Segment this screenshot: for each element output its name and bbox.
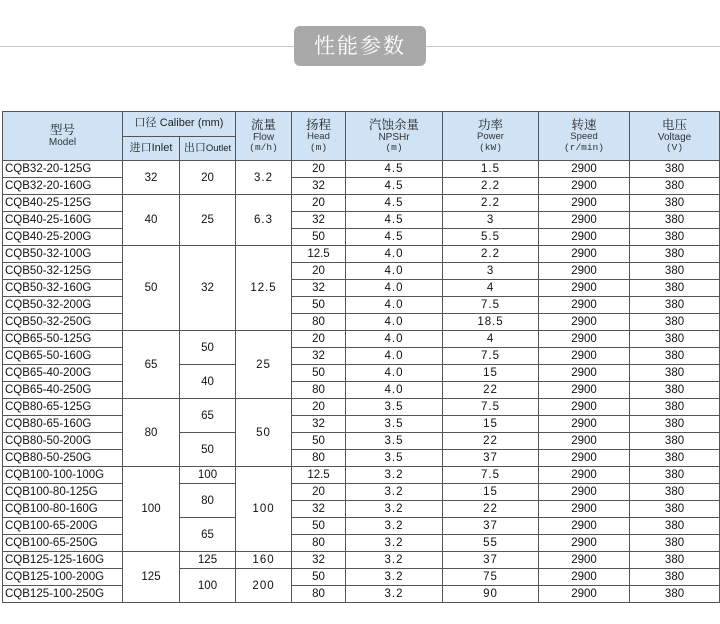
table-row [3,569,720,586]
cell-head: 50 [292,518,346,535]
cell-head: 20 [292,161,346,178]
cell-speed: 2900 [539,331,630,348]
cell-npsh: 4.5 [346,229,443,246]
cell-npsh: 3.2 [346,569,443,586]
cell-power: 1.5 [443,161,539,178]
cell-flow: 100 [236,467,292,552]
cell-voltage: 380 [630,280,720,297]
table-row [3,416,720,433]
cell-power: 55 [443,535,539,552]
cell-speed: 2900 [539,399,630,416]
cell-head: 50 [292,229,346,246]
cell-speed: 2900 [539,280,630,297]
cell-speed: 2900 [539,484,630,501]
cell-speed: 2900 [539,586,630,603]
cell-voltage: 380 [630,433,720,450]
cell-voltage: 380 [630,212,720,229]
cell-model: CQB100-65-250G [3,535,123,552]
cell-head: 12.5 [292,467,346,484]
cell-speed: 2900 [539,433,630,450]
cell-speed: 2900 [539,365,630,382]
cell-voltage: 380 [630,416,720,433]
cell-speed: 2900 [539,467,630,484]
cell-head: 32 [292,416,346,433]
cell-power: 37 [443,450,539,467]
table-row [3,365,720,382]
cell-head: 32 [292,178,346,195]
header-caliber: 口径 Caliber (mm) [123,112,236,137]
table-row [3,331,720,348]
cell-inlet: 32 [123,161,180,195]
cell-power: 15 [443,365,539,382]
cell-voltage: 380 [630,518,720,535]
cell-voltage: 380 [630,263,720,280]
cell-inlet: 100 [123,467,180,552]
table-row [3,552,720,569]
cell-speed: 2900 [539,569,630,586]
cell-npsh: 4.0 [346,382,443,399]
cell-power: 4 [443,280,539,297]
cell-power: 90 [443,586,539,603]
table-row [3,314,720,331]
cell-head: 80 [292,382,346,399]
cell-npsh: 4.0 [346,331,443,348]
cell-power: 37 [443,518,539,535]
cell-voltage: 380 [630,161,720,178]
cell-voltage: 380 [630,382,720,399]
cell-inlet: 50 [123,246,180,331]
cell-power: 7.5 [443,399,539,416]
table-row [3,195,720,212]
cell-model: CQB65-50-160G [3,348,123,365]
cell-flow: 160 [236,552,292,569]
cell-outlet: 100 [180,467,236,484]
table-row [3,382,720,399]
cell-voltage: 380 [630,348,720,365]
cell-head: 50 [292,569,346,586]
cell-head: 20 [292,195,346,212]
section-title: 性能参数 [294,26,426,66]
cell-power: 2.2 [443,178,539,195]
cell-flow: 12.5 [236,246,292,331]
header-speed: 转速 Speed (r/min) [539,112,630,161]
table-row [3,297,720,314]
cell-npsh: 4.5 [346,161,443,178]
cell-model: CQB80-65-160G [3,416,123,433]
cell-head: 80 [292,535,346,552]
cell-head: 32 [292,501,346,518]
cell-voltage: 380 [630,399,720,416]
table-row [3,450,720,467]
title-divider-left [0,46,294,47]
cell-outlet: 25 [180,195,236,246]
cell-voltage: 380 [630,450,720,467]
cell-inlet: 65 [123,331,180,399]
cell-head: 32 [292,552,346,569]
cell-speed: 2900 [539,535,630,552]
cell-npsh: 3.2 [346,586,443,603]
cell-voltage: 380 [630,552,720,569]
cell-power: 15 [443,416,539,433]
cell-power: 3 [443,212,539,229]
cell-npsh: 3.2 [346,552,443,569]
cell-speed: 2900 [539,212,630,229]
cell-head: 20 [292,399,346,416]
cell-head: 80 [292,450,346,467]
cell-flow: 3.2 [236,161,292,195]
cell-speed: 2900 [539,382,630,399]
cell-speed: 2900 [539,501,630,518]
cell-model: CQB80-50-200G [3,433,123,450]
cell-head: 80 [292,586,346,603]
cell-speed: 2900 [539,229,630,246]
cell-voltage: 380 [630,297,720,314]
cell-model: CQB125-100-250G [3,586,123,603]
cell-voltage: 380 [630,229,720,246]
cell-speed: 2900 [539,348,630,365]
cell-voltage: 380 [630,195,720,212]
table-row [3,484,720,501]
cell-npsh: 4.0 [346,280,443,297]
cell-speed: 2900 [539,297,630,314]
table-row [3,178,720,195]
cell-power: 7.5 [443,467,539,484]
cell-speed: 2900 [539,518,630,535]
cell-model: CQB80-50-250G [3,450,123,467]
table-row [3,535,720,552]
cell-npsh: 4.0 [346,348,443,365]
cell-voltage: 380 [630,178,720,195]
cell-model: CQB50-32-160G [3,280,123,297]
cell-outlet: 65 [180,518,236,552]
cell-npsh: 3.5 [346,433,443,450]
cell-outlet: 50 [180,433,236,467]
cell-model: CQB40-25-125G [3,195,123,212]
cell-head: 20 [292,331,346,348]
cell-model: CQB32-20-125G [3,161,123,178]
cell-model: CQB65-40-250G [3,382,123,399]
cell-outlet: 40 [180,365,236,399]
table-row [3,501,720,518]
cell-power: 7.5 [443,297,539,314]
cell-speed: 2900 [539,263,630,280]
cell-npsh: 3.2 [346,501,443,518]
header-voltage: 电压 Voltage (V) [630,112,720,161]
cell-voltage: 380 [630,331,720,348]
cell-outlet: 20 [180,161,236,195]
cell-flow: 25 [236,331,292,399]
header-flow: 流量 Flow (m/h) [236,112,292,161]
cell-npsh: 3.5 [346,450,443,467]
table-row [3,399,720,416]
cell-speed: 2900 [539,195,630,212]
cell-model: CQB80-65-125G [3,399,123,416]
cell-inlet: 125 [123,552,180,603]
cell-power: 18.5 [443,314,539,331]
cell-model: CQB100-65-200G [3,518,123,535]
cell-model: CQB40-25-200G [3,229,123,246]
cell-npsh: 4.0 [346,263,443,280]
cell-voltage: 380 [630,246,720,263]
cell-outlet: 65 [180,399,236,433]
table-row [3,518,720,535]
cell-npsh: 4.5 [346,178,443,195]
cell-power: 5.5 [443,229,539,246]
cell-model: CQB50-32-200G [3,297,123,314]
cell-npsh: 3.2 [346,484,443,501]
table-row [3,263,720,280]
cell-speed: 2900 [539,416,630,433]
cell-model: CQB65-40-200G [3,365,123,382]
cell-model: CQB50-32-250G [3,314,123,331]
cell-power: 7.5 [443,348,539,365]
cell-voltage: 380 [630,586,720,603]
cell-voltage: 380 [630,501,720,518]
cell-outlet: 50 [180,331,236,365]
cell-power: 2.2 [443,246,539,263]
table-row [3,161,720,178]
cell-power: 22 [443,382,539,399]
cell-model: CQB125-100-200G [3,569,123,586]
table-row [3,433,720,450]
cell-power: 22 [443,433,539,450]
cell-head: 50 [292,433,346,450]
cell-flow: 6.3 [236,195,292,246]
cell-outlet: 125 [180,552,236,569]
cell-model: CQB40-25-160G [3,212,123,229]
cell-voltage: 380 [630,365,720,382]
table-row [3,280,720,297]
cell-head: 32 [292,212,346,229]
header-model: 型号 Model [3,112,123,161]
header-power: 功率 Power (kW) [443,112,539,161]
table-row [3,246,720,263]
cell-outlet: 32 [180,246,236,331]
performance-table [2,111,720,603]
cell-npsh: 3.2 [346,467,443,484]
cell-voltage: 380 [630,569,720,586]
cell-power: 22 [443,501,539,518]
cell-model: CQB50-32-125G [3,263,123,280]
cell-head: 32 [292,348,346,365]
cell-voltage: 380 [630,535,720,552]
cell-npsh: 4.0 [346,314,443,331]
table-row [3,229,720,246]
cell-speed: 2900 [539,161,630,178]
table-row [3,586,720,603]
cell-model: CQB50-32-100G [3,246,123,263]
cell-power: 3 [443,263,539,280]
cell-power: 15 [443,484,539,501]
cell-npsh: 3.2 [346,518,443,535]
cell-model: CQB100-80-160G [3,501,123,518]
cell-head: 80 [292,314,346,331]
cell-model: CQB65-50-125G [3,331,123,348]
cell-flow: 200 [236,569,292,603]
cell-head: 12.5 [292,246,346,263]
header-outlet: 出口Outlet [180,137,236,161]
cell-speed: 2900 [539,246,630,263]
header-head: 扬程 Head (m) [292,112,346,161]
cell-npsh: 4.0 [346,365,443,382]
cell-npsh: 4.0 [346,246,443,263]
cell-speed: 2900 [539,552,630,569]
cell-model: CQB125-125-160G [3,552,123,569]
cell-power: 75 [443,569,539,586]
cell-power: 37 [443,552,539,569]
title-divider-right [426,46,720,47]
cell-model: CQB100-100-100G [3,467,123,484]
cell-speed: 2900 [539,178,630,195]
cell-outlet: 80 [180,484,236,518]
cell-power: 2.2 [443,195,539,212]
cell-speed: 2900 [539,314,630,331]
cell-npsh: 3.5 [346,399,443,416]
cell-voltage: 380 [630,467,720,484]
cell-flow: 50 [236,399,292,467]
cell-speed: 2900 [539,450,630,467]
cell-npsh: 4.5 [346,212,443,229]
cell-voltage: 380 [630,484,720,501]
cell-npsh: 3.2 [346,535,443,552]
cell-voltage: 380 [630,314,720,331]
cell-npsh: 3.5 [346,416,443,433]
cell-head: 20 [292,484,346,501]
cell-outlet: 100 [180,569,236,603]
cell-npsh: 4.0 [346,297,443,314]
cell-model: CQB100-80-125G [3,484,123,501]
table-row [3,212,720,229]
cell-head: 50 [292,297,346,314]
header-inlet: 进口Inlet [123,137,180,161]
cell-power: 4 [443,331,539,348]
cell-model: CQB32-20-160G [3,178,123,195]
cell-inlet: 80 [123,399,180,467]
cell-head: 32 [292,280,346,297]
cell-npsh: 4.5 [346,195,443,212]
cell-head: 20 [292,263,346,280]
table-row [3,467,720,484]
cell-head: 50 [292,365,346,382]
cell-inlet: 40 [123,195,180,246]
header-npsh: 汽蚀余量 NPSHr (m) [346,112,443,161]
table-row [3,348,720,365]
